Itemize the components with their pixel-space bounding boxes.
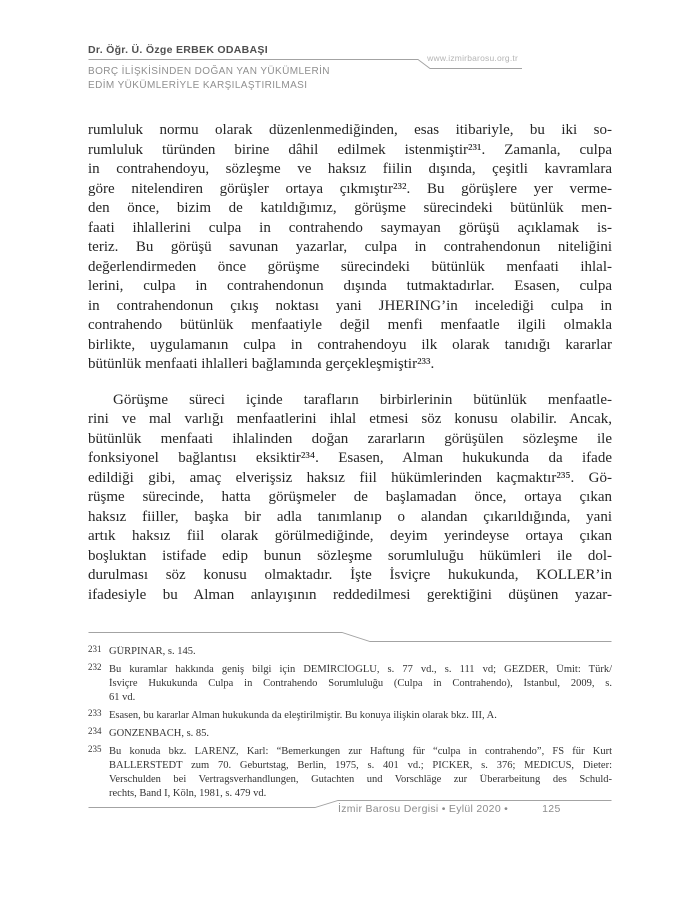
body-line: durulması söz konusu olmaktadır. İşte İsviçre hukukunda, KOLLER’in bbox=[88, 567, 612, 583]
paragraph-1 bbox=[88, 122, 612, 376]
footnote-235 bbox=[88, 746, 612, 802]
body-line: rini ve mal varlığı menfaatlerini ihlal etmesi söz konusu olabilir. Ancak, bbox=[88, 411, 612, 427]
article-title bbox=[88, 65, 330, 92]
footnote-number: 233 bbox=[88, 708, 102, 718]
journal-footer-line bbox=[338, 803, 561, 815]
body-line: göre nitelendiren görüşler ortaya çıkmıştır²³². Bu görüşlere yer verme- bbox=[88, 180, 612, 197]
body-line: Görüşme süreci içinde tarafların birbirlerinin bütünlük menfaatle- bbox=[113, 391, 612, 408]
footnote-line: rechts, Band I, Köln, 1981, s. 479 vd. bbox=[109, 788, 267, 799]
body-line: haksız fiiller, başka bir adla tanımlanıp o alandan çıkarıldığında, yani bbox=[88, 508, 612, 525]
footnote-line: Verschulden bei Vertragsverhandlungen, Gutachten und Vorschläge zur Überarbeitung des Schuld- bbox=[109, 774, 612, 785]
footnote-line: Bu konuda bkz. LARENZ, Karl: “Bemerkungen zur Haftung für “culpa in contrahendo”, FS für Kurt bbox=[109, 746, 612, 757]
body-line: rumluluk normu olarak düzenlenmediğinden, esas itibariyle, bu iki so- bbox=[88, 122, 612, 138]
body-line: in contrahendoyu, sözleşme ve haksız fiilin dışında, çeşitli kavramlara bbox=[88, 161, 612, 177]
page-number: 125 bbox=[542, 803, 561, 815]
footnote-line: BALLERSTEDT zum 70. Geburtstag, Berlin, 1975, s. 401 vd.; PICKER, s. 376; MEDICUS, Dieter: bbox=[109, 760, 612, 771]
footnote-231 bbox=[88, 646, 612, 660]
footnotes-section bbox=[88, 646, 612, 806]
body-line: artık haksız fiil olarak görülmediğinde, deyim yerindeyse ortaya çıkan bbox=[88, 528, 612, 544]
author-name: Dr. Öğr. Ü. Özge ERBEK ODABAŞI bbox=[88, 44, 268, 56]
footnote-234 bbox=[88, 728, 612, 742]
paragraph-2 bbox=[88, 392, 612, 607]
footnote-number: 232 bbox=[88, 662, 102, 672]
footnote-line: Bu kuramlar hakkında geniş bilgi için DEMİRCİOĞLU, s. 77 vd., s. 111 vd; GEZDER, Ümit: Türk/ bbox=[109, 664, 612, 675]
article-title-line-1: BORÇ İLİŞKİSİNDEN DOĞAN YAN YÜKÜMLERİN bbox=[88, 66, 330, 77]
footnote-number: 234 bbox=[88, 726, 102, 736]
page-header bbox=[88, 44, 612, 104]
body-line: birlikte, uygulamanın culpa in contrahendoyu ilk olarak tanıdığı kararlar bbox=[88, 336, 612, 353]
footnote-232 bbox=[88, 664, 612, 706]
body-line: ifadesiyle bu Alman anlayışının reddedilmesi gerektiğini düşünen yazar- bbox=[88, 586, 612, 603]
body-line: fonksiyonel bağlantısı eksiktir²³⁴. Esasen, Alman hukukunda da ifade bbox=[88, 450, 612, 466]
footnote-line: GONZENBACH, s. 85. bbox=[109, 728, 210, 739]
body-line: değerlendirmeden önce görüşme sürecindeki bütünlük menfaati ihlal- bbox=[88, 258, 612, 275]
body-line: rüşme sürecinde, hatta görüşmeler de başlamadan önce, ortaya çıkan bbox=[88, 489, 612, 505]
journal-website-url: www.izmirbarosu.org.tr bbox=[427, 53, 518, 63]
footnote-line: Esasen, bu kararlar Alman hukukunda da eleştirilmiştir. Bu konuya ilişkin olarak bkz. III, A. bbox=[109, 710, 497, 721]
body-line: contrahendo bütünlük menfaatiyle değil menfi menfaatle ilgili olmakla bbox=[88, 317, 612, 333]
footnote-number: 231 bbox=[88, 644, 102, 654]
body-line: lerini, culpa in contrahendonun dışında tutmaktadırlar. Esasen, culpa bbox=[88, 278, 612, 294]
body-line: edildiği gibi, amaç elverişsiz haksız fiil hükümlerinden kaçmaktır²³⁵. Gö- bbox=[88, 469, 612, 486]
page-footer bbox=[88, 795, 612, 825]
footnote-separator-rule bbox=[88, 631, 612, 643]
body-line: bütünlük menfaati ihlalinden doğan zararların görüşülen sözleşme ile bbox=[88, 430, 612, 447]
body-line: faati ihlallerini culpa in contrahendo saymayan görüşü açıklamak is- bbox=[88, 219, 612, 236]
footnote-line: 61 vd. bbox=[109, 692, 136, 703]
footnote-233 bbox=[88, 710, 612, 724]
body-line: bütünlük menfaati ihlalleri bağlamında gerçekleşmiştir²³³. bbox=[88, 356, 435, 372]
body-line: in contrahendonun çıkış noktası yani JHERING’in incelediği culpa in bbox=[88, 297, 612, 314]
body-line: rumluluk türünden birine dâhil edilmek istenmiştir²³¹. Zamanla, culpa bbox=[88, 141, 612, 158]
article-title-line-2: EDİM YÜKÜMLERİYLE KARŞILAŞTIRILMASI bbox=[88, 79, 308, 91]
footnote-line: GÜRPINAR, s. 145. bbox=[109, 646, 196, 657]
footnote-line: İsviçre Hukukunda Culpa in Contrahendo Sorumluluğu (Culpa in Contrahendo), İstanbul, 2009, s. bbox=[109, 678, 612, 689]
footnote-number: 235 bbox=[88, 744, 102, 754]
body-line: den önce, bizim de katıldığımız, görüşme sürecindeki bütünlük men- bbox=[88, 200, 612, 216]
journal-name-and-issue: İzmir Barosu Dergisi • Eylül 2020 • bbox=[338, 803, 509, 815]
body-line: boşluktan istifade edip bunun sözleşme sorumluluğu hükümleri ile dol- bbox=[88, 547, 612, 564]
article-body bbox=[88, 122, 612, 606]
body-line: teriz. Bu görüşü savunan yazarlar, culpa in contrahendonun niteliğini bbox=[88, 239, 612, 255]
